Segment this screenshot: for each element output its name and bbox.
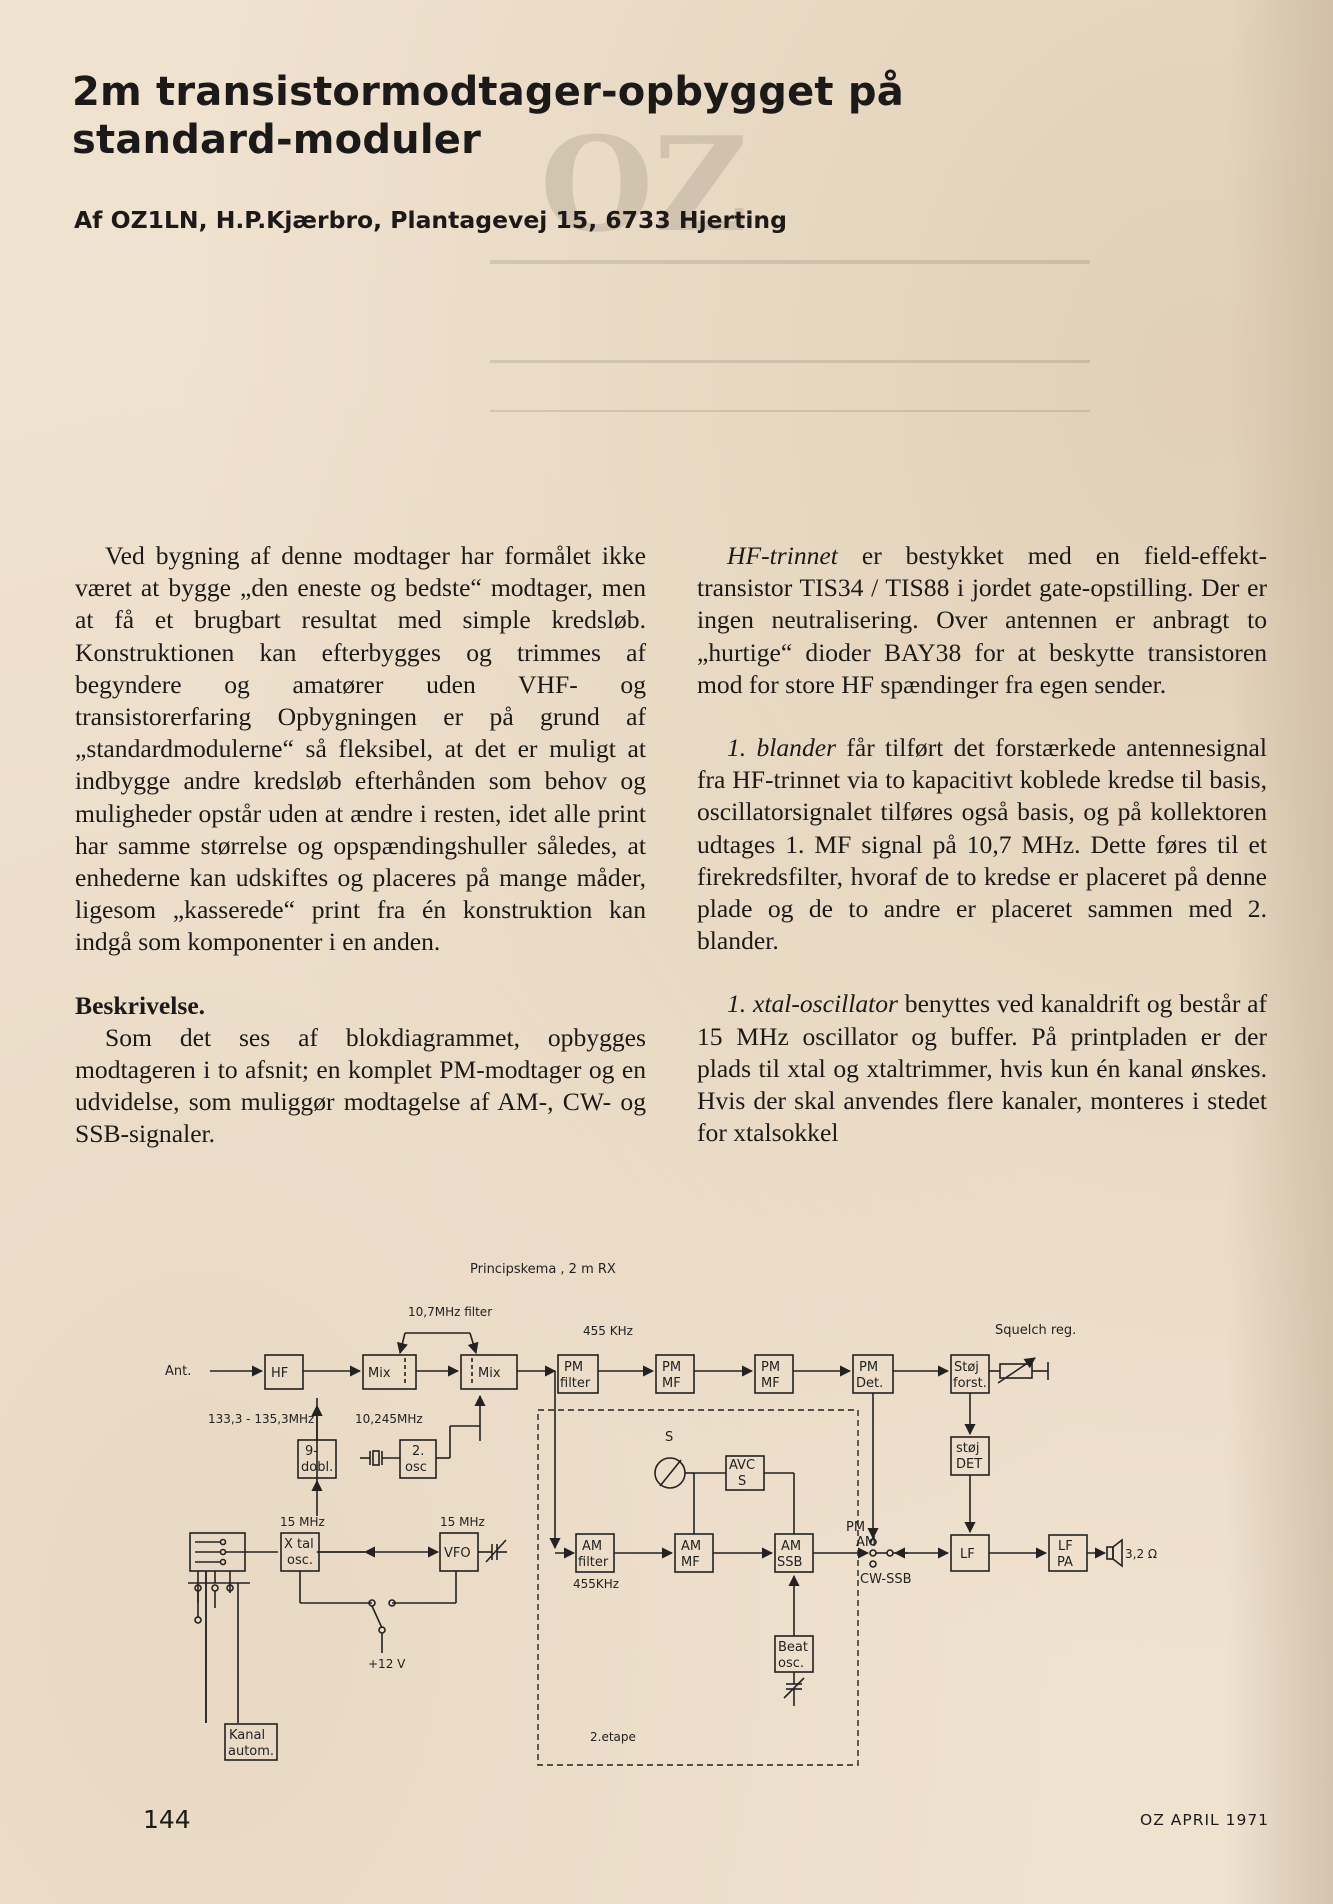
etape2-label: 2.etape <box>590 1730 636 1744</box>
khz455-label: 455 KHz <box>583 1324 633 1338</box>
filter-label <box>400 1305 492 1353</box>
mixer-term: 1. blander <box>727 733 837 763</box>
section-heading-wrap <box>75 990 646 1022</box>
s-meter-icon <box>655 1430 694 1488</box>
mix1-block <box>363 1355 416 1389</box>
mixer-paragraph <box>697 732 1267 957</box>
mix2-block <box>461 1355 517 1389</box>
intro-paragraph: Ved bygning af denne modtager har formålet ikke været at bygge „den eneste og bedste“ modtager, men at få et brugbart resultat med simple kredsløb. Konstruktionen kan efterbygges og trimmes af begyndere og amatører uden VHF- og transistorerfaring Opbygningen er på grund af „standardmodulerne“ så fleksibel, at det er muligt at indbygge andre kredsløb efterhånden som behov og muligheder opstår uden at ændre i resten, idet alle print har samme størrelse og opspændingshuller således, at enhederne kan udskiftes og placeres på mange måder, ligesom „kasserede“ print fra én konstruktion kan indgå som komponenter i en anden. <box>75 541 646 957</box>
block-diagram <box>150 1258 1158 1788</box>
svg-text:osc.: osc. <box>287 1553 314 1568</box>
diagram-title <box>470 1262 616 1277</box>
svg-text:Det.: Det. <box>856 1376 884 1391</box>
svg-text:VFO: VFO <box>444 1546 471 1561</box>
svg-text:Mix: Mix <box>368 1366 391 1381</box>
svg-text:2.: 2. <box>412 1444 425 1459</box>
article-byline: Af OZ1LN, H.P.Kjærbro, Plantagevej 15, 6733 Hjerting <box>74 206 787 234</box>
hf-stage-text: er bestykket med en field-effekt-transistor TIS34 / TIS88 i jordet gate-opstilling. Der er ingen neutralisering. Over antennen er anbragt to „hurtige“ dioder BAY38 for at beskytte transistoren mod for store HF spændinger fra egen sender. <box>697 541 1267 699</box>
svg-text:PA: PA <box>1057 1555 1073 1570</box>
hf-stage-paragraph <box>697 540 1267 701</box>
am-switch-label: AM <box>856 1535 877 1550</box>
page-number: 144 <box>143 1805 191 1834</box>
stoj-forst-block <box>951 1355 989 1393</box>
svg-text:Principskema , 2 m RX: Principskema , 2 m RX <box>470 1262 616 1277</box>
article-title: 2m transistormodtager-opbygget på standard-moduler <box>72 69 904 163</box>
range-label: 133,3 - 135,3MHz <box>208 1412 315 1426</box>
svg-text:S: S <box>665 1430 674 1445</box>
hf-block <box>265 1355 303 1389</box>
pm-mf2-block <box>755 1355 793 1393</box>
svg-text:dobl.: dobl. <box>301 1460 334 1475</box>
svg-text:filter: filter <box>560 1376 591 1391</box>
power-switch-icon <box>300 1571 456 1653</box>
am-filter-block <box>576 1534 614 1572</box>
svg-text:AM: AM <box>582 1539 603 1554</box>
lf-block <box>951 1535 989 1571</box>
v12-label: +12 V <box>368 1657 406 1671</box>
antenna-label: Ant. <box>165 1364 192 1379</box>
svg-text:SSB: SSB <box>777 1555 803 1570</box>
speaker-icon <box>1107 1540 1122 1566</box>
magazine-issue: OZ APRIL 1971 <box>1140 1811 1270 1829</box>
svg-text:LF: LF <box>960 1547 975 1562</box>
svg-text:9-: 9- <box>305 1444 318 1459</box>
squelch-label: Squelch reg. <box>995 1323 1077 1338</box>
svg-text:Kanal: Kanal <box>229 1728 266 1743</box>
svg-text:LF: LF <box>1058 1539 1073 1554</box>
description-paragraph: Som det ses af blokdiagrammet, opbygges modtageren i to afsnit; en komplet PM-modtager og en udvidelse, som muliggør modtagelse af AM-, CW- og SSB-signaler. <box>75 1022 646 1149</box>
pm-det-block <box>853 1355 893 1393</box>
mhz15a-label: 15 MHz <box>280 1515 325 1529</box>
am-ssb-block <box>775 1534 813 1572</box>
svg-text:PM: PM <box>662 1360 682 1375</box>
svg-text:AM: AM <box>681 1539 702 1554</box>
avc-block <box>726 1456 764 1490</box>
lf-pa-block <box>1049 1535 1087 1571</box>
crystal-icon <box>360 1451 400 1465</box>
svg-text:HF: HF <box>271 1366 289 1381</box>
osc2-block <box>400 1440 436 1478</box>
svg-text:X tal: X tal <box>284 1537 314 1552</box>
svg-text:støj: støj <box>956 1441 980 1456</box>
hf-stage-term: HF-trinnet <box>727 541 838 570</box>
svg-text:AM: AM <box>781 1539 802 1554</box>
svg-text:Mix: Mix <box>478 1366 501 1381</box>
svg-text:MF: MF <box>681 1555 700 1570</box>
svg-text:MF: MF <box>662 1376 681 1391</box>
right-column <box>697 540 1267 1180</box>
left-column <box>75 540 646 1182</box>
squelch-pot-icon <box>989 1358 1048 1383</box>
block-diagram-svg <box>150 1258 1158 1788</box>
am-mf-block <box>675 1534 713 1572</box>
svg-text:DET: DET <box>956 1457 983 1472</box>
variable-capacitor-icon <box>478 1540 507 1562</box>
pm-mf1-block <box>656 1355 694 1393</box>
cwssb-switch-label: CW-SSB <box>860 1572 912 1587</box>
trimmer-icon <box>784 1672 804 1706</box>
beat-osc-block <box>775 1636 813 1672</box>
pm-filter-block <box>558 1355 598 1393</box>
svg-text:forst.: forst. <box>953 1376 987 1391</box>
mhz15b-label: 15 MHz <box>440 1515 485 1529</box>
switch-bank-icon <box>188 1533 250 1623</box>
vfo-block <box>440 1533 478 1571</box>
svg-text:OZ: OZ <box>540 108 749 261</box>
khz455b-label: 455KHz <box>573 1577 620 1591</box>
xtal-paragraph <box>697 988 1267 1149</box>
svg-text:filter: filter <box>578 1555 609 1570</box>
svg-text:AVC: AVC <box>729 1458 756 1473</box>
mhz10245-label: 10,245MHz <box>355 1412 423 1426</box>
svg-text:osc.: osc. <box>778 1656 805 1671</box>
svg-text:PM: PM <box>564 1360 584 1375</box>
svg-text:Beat: Beat <box>778 1640 808 1655</box>
mixer-text: får tilført det forstærkede antennesignal fra HF-trinnet via to kapacitivt koblede kredse til basis, oscillatorsignalet tilføres også basis, og på kollektoren udtages 1. MF signal på 10,7 MHz. Dette føres til et firekredsfilter, hvoraf de to kredse er placeret på denne plade og de to andre er placeret sammen med 2. blander. <box>697 733 1267 956</box>
bleed-through-background <box>480 110 1100 490</box>
svg-text:MF: MF <box>761 1376 780 1391</box>
xtal-text: benyttes ved kanaldrift og består af 15 MHz oscillator og buffer. På printpladen er der plads til xtal og xtaltrimmer, hvis kun én kanal ønskes. Hvis der skal anvendes flere kanaler, monteres i stedet for xtalsokkel <box>697 989 1268 1148</box>
svg-text:autom.: autom. <box>228 1744 275 1759</box>
svg-text:S: S <box>738 1474 747 1489</box>
svg-text:osc: osc <box>405 1460 427 1475</box>
svg-text:Støj: Støj <box>954 1360 979 1375</box>
xtal-osc-block <box>281 1533 319 1571</box>
ohm-label: 3,2 Ω <box>1125 1547 1158 1561</box>
pm-switch-label: PM <box>846 1520 866 1535</box>
kanal-autom-block <box>225 1724 277 1760</box>
stoj-det-block <box>951 1437 989 1475</box>
svg-text:10,7MHz filter: 10,7MHz filter <box>408 1305 493 1319</box>
svg-text:PM: PM <box>859 1360 879 1375</box>
section-heading: Beskrivelse. <box>75 990 206 1020</box>
svg-text:PM: PM <box>761 1360 781 1375</box>
xtal-term: 1. xtal-oscillator <box>727 989 898 1019</box>
